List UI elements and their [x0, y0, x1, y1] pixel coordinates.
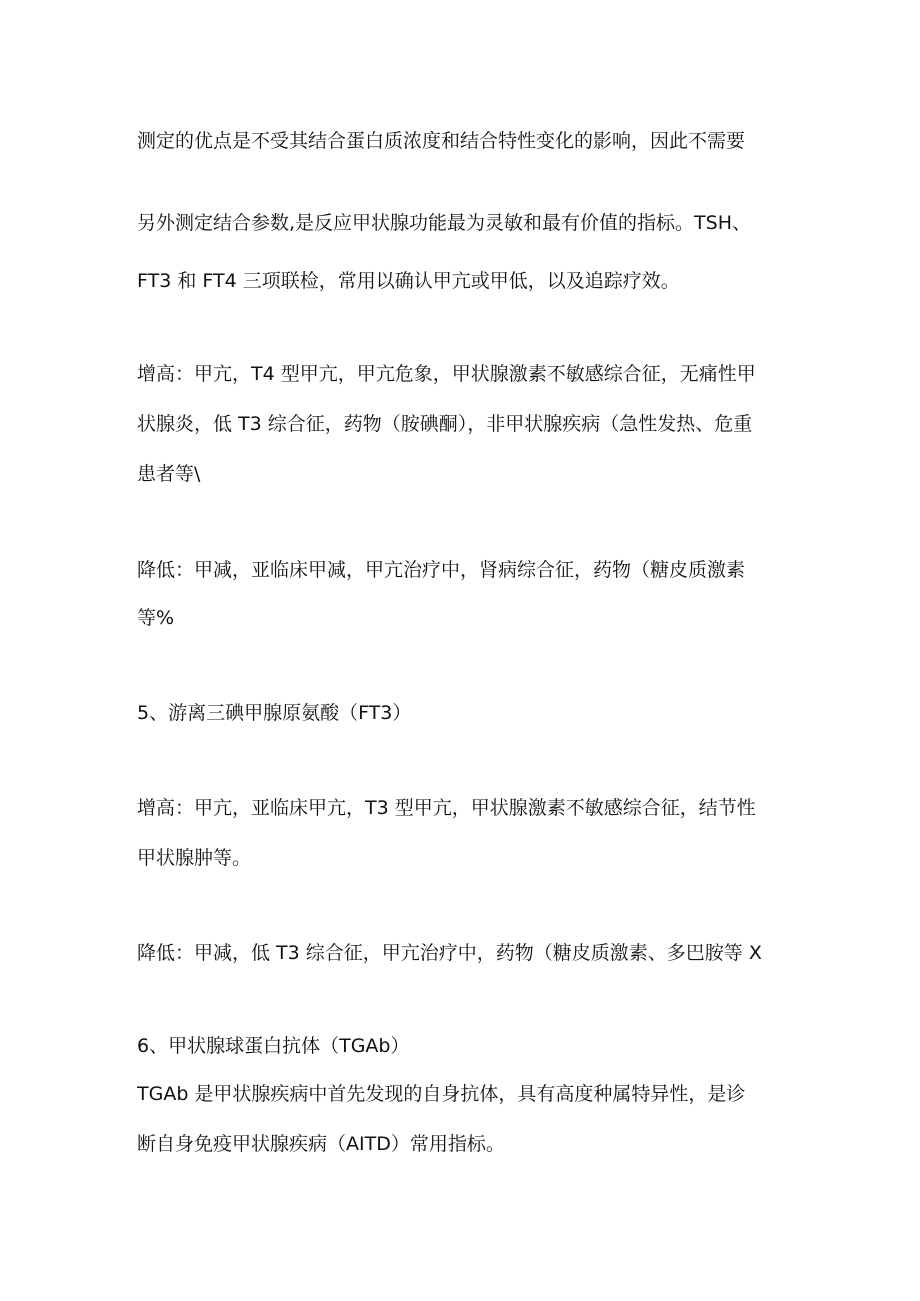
paragraph-line: 降低：甲减，低 T3 综合征，甲亢治疗中，药物（糖皮质激素、多巴胺等 X: [137, 942, 762, 964]
paragraph-line: 增高：甲亢，亚临床甲亢，T3 型甲亢，甲状腺激素不敏感综合征，结节性: [137, 797, 756, 819]
paragraph-line: 甲状腺肿等。: [137, 847, 252, 869]
paragraph-line: 测定的优点是不受其结合蛋白质浓度和结合特性变化的影响，因此不需要: [137, 130, 746, 152]
paragraph-line: 降低：甲减，亚临床甲减，甲亢治疗中，肾病综合征，药物（糖皮质激素: [137, 559, 746, 581]
paragraph-line: TGAb 是甲状腺疾病中首先发现的自身抗体，具有高度种属特异性，是诊: [137, 1083, 746, 1105]
paragraph-line: FT3 和 FT4 三项联检，常用以确认甲亢或甲低，以及追踪疗效。: [137, 270, 680, 292]
paragraph-line: 等%: [137, 607, 175, 629]
paragraph-line: 增高：甲亢，T4 型甲亢，甲亢危象，甲状腺激素不敏感综合征，无痛性甲: [137, 363, 756, 385]
paragraph-line: 另外测定结合参数,是反应甲状腺功能最为灵敏和最有价值的指标。TSH、: [137, 212, 751, 234]
section-heading: 6、甲状腺球蛋白抗体（TGAb）: [137, 1035, 410, 1057]
paragraph-line: 断自身免疫甲状腺疾病（AITD）常用指标。: [137, 1133, 505, 1155]
paragraph-line: 患者等\: [137, 463, 201, 485]
section-heading: 5、游离三碘甲腺原氨酸（FT3）: [137, 702, 412, 724]
paragraph-line: 状腺炎，低 T3 综合征，药物（胺碘酮），非甲状腺疾病（急性发热、危重: [137, 413, 753, 435]
